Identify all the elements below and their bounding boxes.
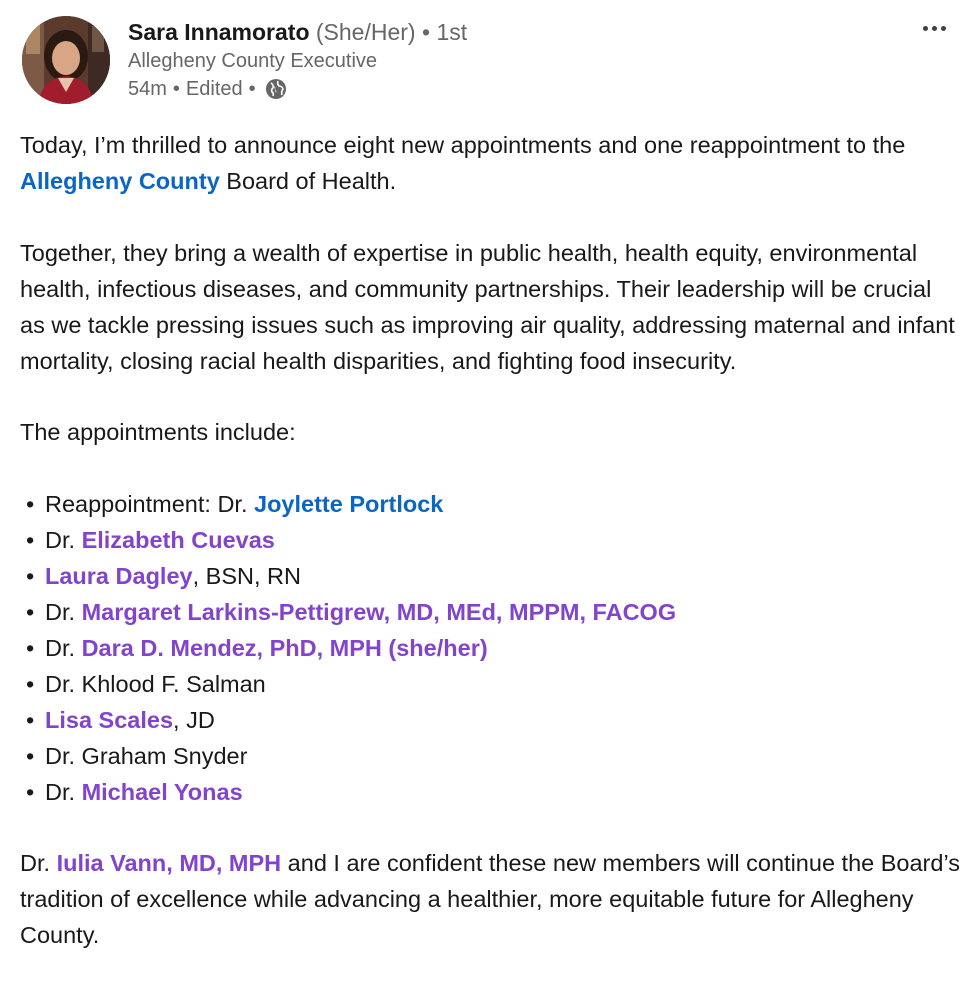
text: , JD xyxy=(173,706,215,733)
mention-elizabeth-cuevas[interactable]: Elizabeth Cuevas xyxy=(81,526,275,553)
text: Reappointment: Dr. xyxy=(45,490,254,517)
author-line xyxy=(128,18,467,47)
more-options-button[interactable] xyxy=(916,16,952,40)
post-time[interactable]: 54m xyxy=(128,78,167,100)
mention-michael-yonas[interactable]: Michael Yonas xyxy=(81,778,243,805)
mention-margaret-larkins-pettigrew[interactable]: Margaret Larkins-Pettigrew, MD, MEd, MPPM, FACOG xyxy=(81,598,677,625)
connection-degree: 1st xyxy=(436,19,468,45)
author-block xyxy=(128,18,467,103)
mention-joylette-portlock[interactable]: Joylette Portlock xyxy=(254,490,444,517)
edited-label: Edited xyxy=(185,78,243,100)
author-headline: Allegheny County Executive xyxy=(128,50,378,72)
text: Dr. xyxy=(45,634,82,661)
text: Dr. Graham Snyder xyxy=(45,742,248,769)
post-body xyxy=(20,127,960,953)
connection-dot: • xyxy=(421,19,431,45)
more-options-icon xyxy=(932,26,937,31)
list-item xyxy=(20,738,960,774)
post-header xyxy=(22,16,952,108)
mention-laura-dagley[interactable]: Laura Dagley xyxy=(45,562,193,589)
post-paragraph-list-intro: The appointments include: xyxy=(20,419,296,445)
avatar-image xyxy=(22,16,110,104)
post-paragraph-intro xyxy=(20,127,960,199)
text: Dr. xyxy=(45,526,82,553)
post-paragraph-closing xyxy=(20,845,960,953)
author-name[interactable]: Sara Innamorato xyxy=(128,19,310,45)
text: Dr. Khlood F. Salman xyxy=(45,670,266,697)
post-paragraph-expertise: Together, they bring a wealth of expertise in public health, health equity, environmental health, infectious diseases, and community partnerships. Their leadership will be crucial as we tackle pressing issues such as improving air quality, addressing maternal and infant mortality, closing racial health disparities, and fighting food insecurity. xyxy=(20,239,955,374)
text: Board of Health. xyxy=(219,168,397,194)
avatar[interactable] xyxy=(22,16,110,104)
meta-dot: • xyxy=(172,78,180,100)
globe-icon xyxy=(264,77,288,101)
meta-dot: • xyxy=(248,78,256,100)
text: Dr. xyxy=(45,598,82,625)
list-item xyxy=(20,486,960,522)
appointments-list xyxy=(20,486,960,810)
list-item xyxy=(20,630,960,666)
list-item xyxy=(20,702,960,738)
list-item xyxy=(20,774,960,810)
list-item xyxy=(20,666,960,702)
text: and I are confident these new members will continue the Board’s tradition of excellence while advancing a healthier, more equitable future for Allegheny County. xyxy=(20,850,960,948)
mention-lisa-scales[interactable]: Lisa Scales xyxy=(45,706,174,733)
company-link-allegheny-county[interactable]: Allegheny County xyxy=(20,168,220,194)
text: Dr. xyxy=(20,850,57,876)
mention-iulia-vann[interactable]: Iulia Vann, MD, MPH xyxy=(56,850,282,876)
more-options-icon xyxy=(923,26,928,31)
list-item xyxy=(20,522,960,558)
text: , BSN, RN xyxy=(192,562,301,589)
text: Dr. xyxy=(45,778,82,805)
mention-dara-mendez[interactable]: Dara D. Mendez, PhD, MPH (she/her) xyxy=(81,634,488,661)
list-item xyxy=(20,594,960,630)
author-pronouns: (She/Her) xyxy=(315,19,416,45)
list-item xyxy=(20,558,960,594)
post-meta xyxy=(128,75,467,103)
more-options-icon xyxy=(941,26,946,31)
text: Today, I’m thrilled to announce eight new appointments and one reappointment to the xyxy=(20,132,906,158)
